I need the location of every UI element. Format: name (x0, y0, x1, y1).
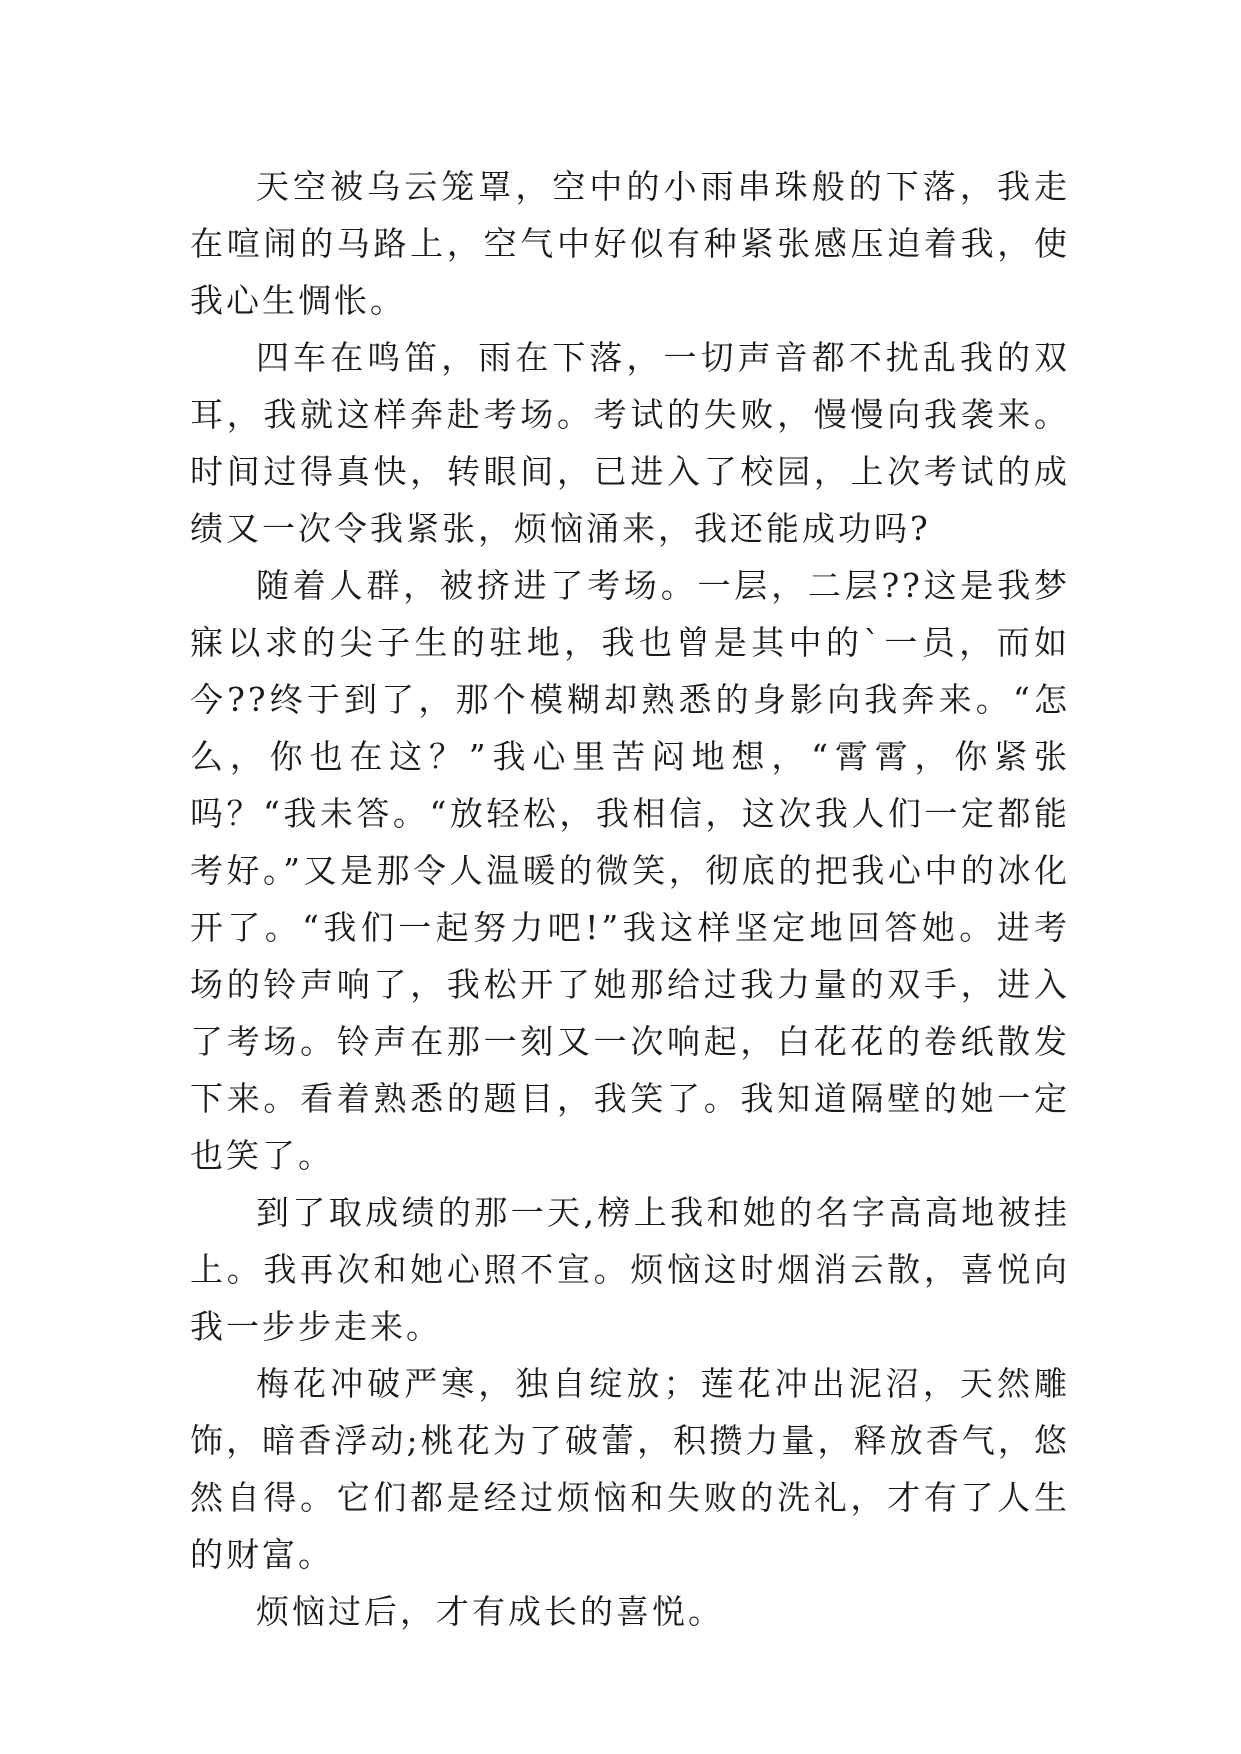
paragraph-3: 随着人群，被挤进了考场。一层，二层??这是我梦寐以求的尖子生的驻地，我也曾是其中的`一员，而如今??终于到了，那个模糊却熟悉的身影向我奔来。“怎么，你也在这？”我心里苦闷地想，“霄霄，你紧张吗？“我未答。“放轻松，我相信，这次我人们一定都能考好。”又是那令人温暖的微笑，彻底的把我心中的冰化开了。“我们一起努力吧!”我这样坚定地回答她。进考场的铃声响了，我松开了她那给过我力量的双手，进入了考场。铃声在那一刻又一次响起，白花花的卷纸散发下来。看着熟悉的题目，我笑了。我知道隔壁的她一定也笑了。 (190, 566, 1070, 1175)
paragraph-4: 到了取成绩的那一天,榜上我和她的名字高高地被挂上。我再次和她心照不宣。烦恼这时烟消云散，喜悦向我一步步走来。 (190, 1193, 1070, 1346)
document-body (190, 158, 1070, 1640)
paragraph-6: 烦恼过后，才有成长的喜悦。 (256, 1592, 724, 1631)
paragraph-5: 梅花冲破严寒，独自绽放；莲花冲出泥沼，天然雕饰，暗香浮动;桃花为了破蕾，积攒力量，释放香气，悠然自得。它们都是经过烦恼和失败的洗礼，才有了人生的财富。 (190, 1364, 1070, 1574)
paragraph-1: 天空被乌云笼罩，空中的小雨串珠般的下落，我走在喧闹的马路上，空气中好似有种紧张感压迫着我，使我心生惆怅。 (190, 167, 1070, 320)
paragraph-2: 四车在鸣笛，雨在下落，一切声音都不扰乱我的双耳，我就这样奔赴考场。考试的失败，慢慢向我袭来。时间过得真快，转眼间，已进入了校园，上次考试的成绩又一次令我紧张，烦恼涌来，我还能成功吗? (190, 338, 1070, 548)
